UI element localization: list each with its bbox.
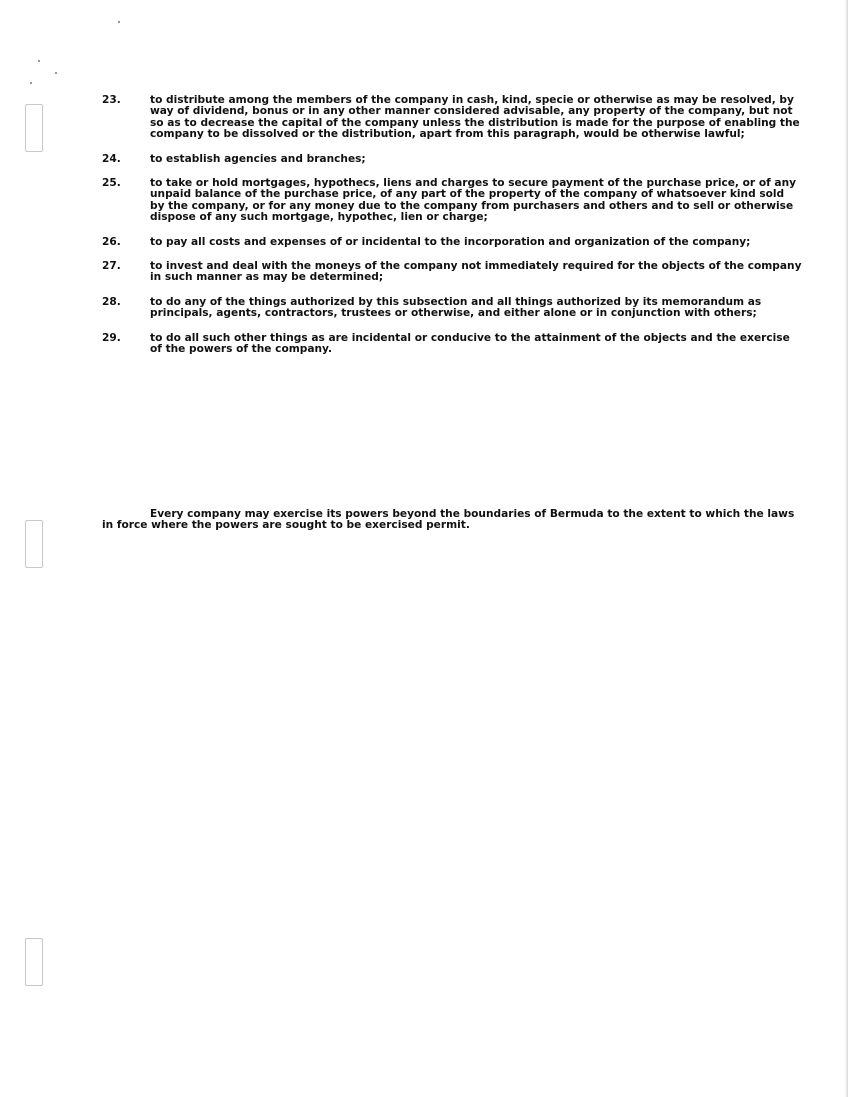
clause-number: 23. [102, 94, 121, 106]
closing-paragraph: Every company may exercise its powers beyond the boundaries of Bermuda to the extent to which the laws in force where the powers are sought to be exercised permit. [102, 508, 795, 532]
clause-text: to invest and deal with the moneys of the company not immediately required for the objects of the company in such manner as may be determined; [150, 260, 802, 284]
scan-speck [55, 72, 57, 74]
clause-text: to establish agencies and branches; [150, 152, 366, 165]
clause-text: to take or hold mortgages, hypothecs, liens and charges to secure payment of the purchase price, or of any unpaid balance of the purchase price, of any part of the property of the company of whatsoever kind sold by the company, or for any money due to the company from purchasers and others and to sell or otherwise dispose of any such mortgage, hypothec, lien or charge; [150, 177, 797, 224]
clause-number: 28. [102, 295, 121, 308]
clause-item [102, 178, 802, 224]
clause-item [102, 297, 802, 320]
clause-text: to pay all costs and expenses of or incidental to the incorporation and organization of the company; [150, 235, 751, 248]
clause-number: 26. [102, 235, 121, 248]
clause-number: 27. [102, 260, 121, 273]
binder-hole-mark [25, 938, 43, 986]
binder-hole-mark [25, 520, 43, 568]
clause-item [102, 95, 802, 141]
clause-number: 29. [102, 331, 121, 344]
clause-item [102, 261, 802, 284]
clause-text: to do all such other things as are incidental or conducive to the attainment of the objects and the exercise of the powers of the company. [150, 331, 790, 356]
clause-list [102, 95, 802, 369]
clause-text: to distribute among the members of the company in cash, kind, specie or otherwise as may be resolved, by way of dividend, bonus or in any other manner considered advisable, any property of the company, but not so as to decrease the capital of the company unless the distribution is made for the purpose of enabling the company to be dissolved or the distribution, apart from this paragraph, would be otherwise lawful; [150, 94, 800, 141]
scan-speck [118, 21, 120, 23]
binder-hole-mark [25, 104, 43, 152]
clause-item [102, 333, 802, 356]
clause-item [102, 154, 802, 165]
scan-speck [30, 82, 32, 84]
clause-item [102, 237, 802, 248]
clause-number: 25. [102, 177, 121, 190]
scan-speck [38, 60, 40, 62]
clause-number: 24. [102, 152, 121, 165]
clause-text: to do any of the things authorized by this subsection and all things authorized by its memorandum as principals, agents, contractors, trustees or otherwise, and either alone or in conjunction with others; [150, 295, 762, 320]
